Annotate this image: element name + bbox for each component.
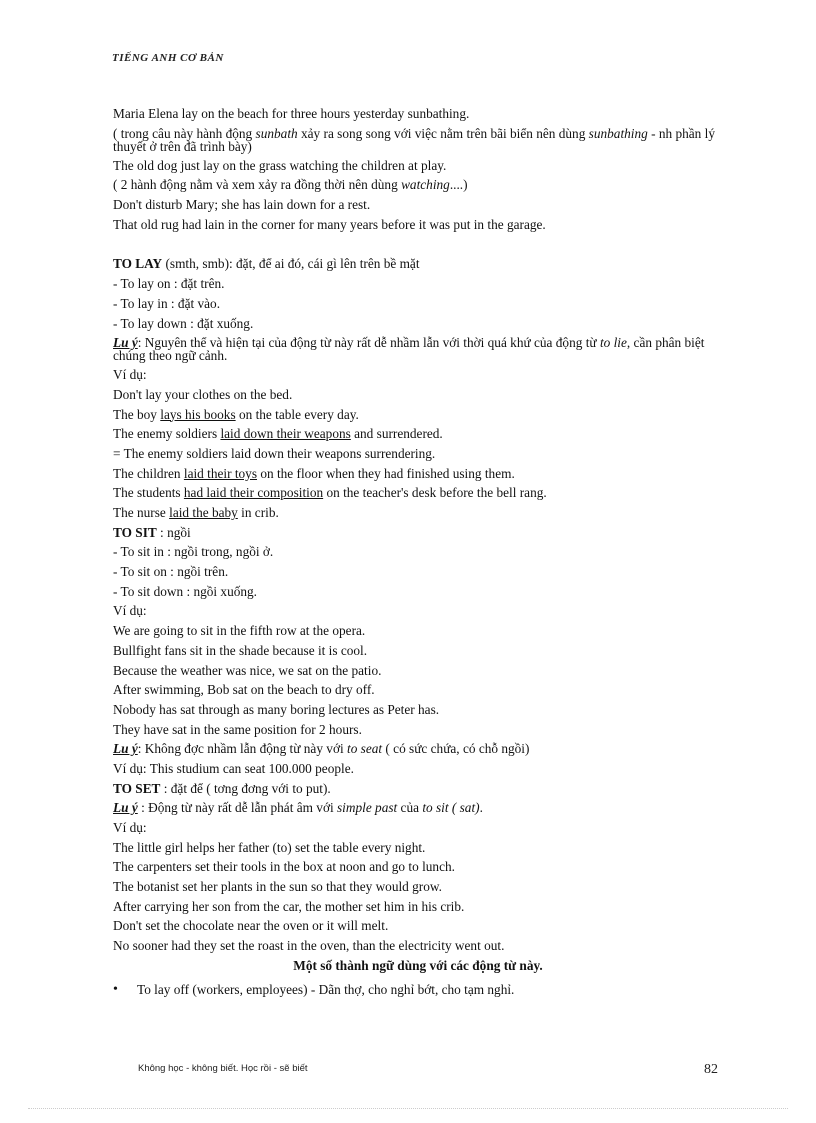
example: The children laid their toys on the floor when they had finished using them.: [113, 465, 515, 481]
note: Lu ý: Nguyên thể và hiện tại của động từ này rất dễ nhầm lẫn với thời quá khứ của động từ to lie, cần phân biệt chúng theo ngữ cảnh.: [113, 335, 705, 364]
section-heading-sit: TO SIT : ngồi: [113, 524, 191, 540]
section-heading-set: TO SET : đặt để ( tơng đơng với to put).: [113, 780, 331, 796]
idioms-heading: Một số thành ngữ dùng với các động từ này.: [293, 957, 543, 973]
example-label: Ví dụ:: [113, 603, 147, 619]
example-label: Ví dụ:: [113, 820, 147, 835]
paragraph: The old dog just lay on the grass watching the children at play.: [113, 157, 447, 173]
example: We are going to sit in the fifth row at the opera.: [113, 623, 366, 639]
page-number: 82: [704, 1062, 718, 1077]
example: Don't lay your clothes on the bed.: [113, 386, 293, 402]
list-item: - To sit down : ngồi xuống.: [113, 583, 257, 599]
example: No sooner had they set the roast in the oven, than the electricity went out.: [113, 938, 505, 954]
example: Nobody has sat through as many boring lectures as Peter has.: [113, 701, 440, 717]
list-item: - To lay on : đặt trên.: [113, 276, 225, 292]
example: The enemy soldiers laid down their weapons and surrendered.: [113, 426, 443, 442]
section-heading-lay: TO LAY (smth, smb): đặt, để ai đó, cái gì lên trên bề mặt: [113, 256, 420, 272]
example: The little girl helps her father (to) set the table every night.: [113, 839, 426, 855]
list-item: - To sit in : ngồi trong, ngồi ở.: [113, 544, 274, 560]
paragraph: Maria Elena lay on the beach for three hours yesterday sunbathing.: [113, 106, 470, 121]
example-label: Ví dụ:: [113, 367, 147, 383]
paragraph: ( trong câu này hành động sunbath xảy ra song song với việc nằm trên bãi biển nên dùng sunbathing - nh phần lý thuyết ở trên đã trình bày): [113, 125, 715, 154]
page-body: [113, 104, 723, 999]
example: Because the weather was nice, we sat on the patio.: [113, 662, 382, 678]
list-item: • To lay off (workers, employees) - Dãn thợ, cho nghỉ bớt, cho tạm nghỉ.: [113, 980, 723, 1000]
list-item: - To lay in : đặt vào.: [113, 295, 221, 311]
list-item: - To sit on : ngồi trên.: [113, 564, 229, 580]
footer-motto: Không học - không biết. Học rồi - sẽ biết: [138, 1063, 308, 1074]
example: The botanist set her plants in the sun so that they would grow.: [113, 879, 442, 895]
paragraph: That old rug had lain in the corner for many years before it was put in the garage.: [113, 216, 546, 232]
paragraph: Don't disturb Mary; she has lain down for a rest.: [113, 197, 371, 213]
bullet-icon: •: [113, 981, 118, 997]
example: The boy lays his books on the table every day.: [113, 406, 359, 422]
example: After carrying her son from the car, the mother set him in his crib.: [113, 898, 465, 914]
example: Don't set the chocolate near the oven or it will melt.: [113, 918, 389, 934]
list-item: - To lay down : đặt xuống.: [113, 315, 254, 331]
example: The students had laid their composition on the teacher's desk before the bell rang.: [113, 485, 547, 501]
note: Lu ý: Không đợc nhầm lẫn động từ này với to seat ( có sức chứa, có chỗ ngồi): [113, 741, 530, 757]
example: The carpenters set their tools in the box at noon and go to lunch.: [113, 859, 455, 875]
divider: [28, 1108, 788, 1109]
example: The nurse laid the baby in crib.: [113, 505, 279, 520]
paragraph: ( 2 hành động nằm và xem xảy ra đồng thời nên dùng watching....): [113, 177, 468, 193]
example: Bullfight fans sit in the shade because it is cool.: [113, 642, 368, 658]
example: = The enemy soldiers laid down their weapons surrendering.: [113, 445, 436, 461]
example: After swimming, Bob sat on the beach to dry off.: [113, 682, 375, 698]
example: They have sat in the same position for 2 hours.: [113, 721, 362, 737]
note: Lu ý : Động từ này rất dễ lẫn phát âm với simple past của to sit ( sat).: [113, 800, 483, 816]
running-header: TIẾNG ANH CƠ BẢN: [112, 52, 224, 64]
example: Ví dụ: This studium can seat 100.000 people.: [113, 760, 354, 776]
